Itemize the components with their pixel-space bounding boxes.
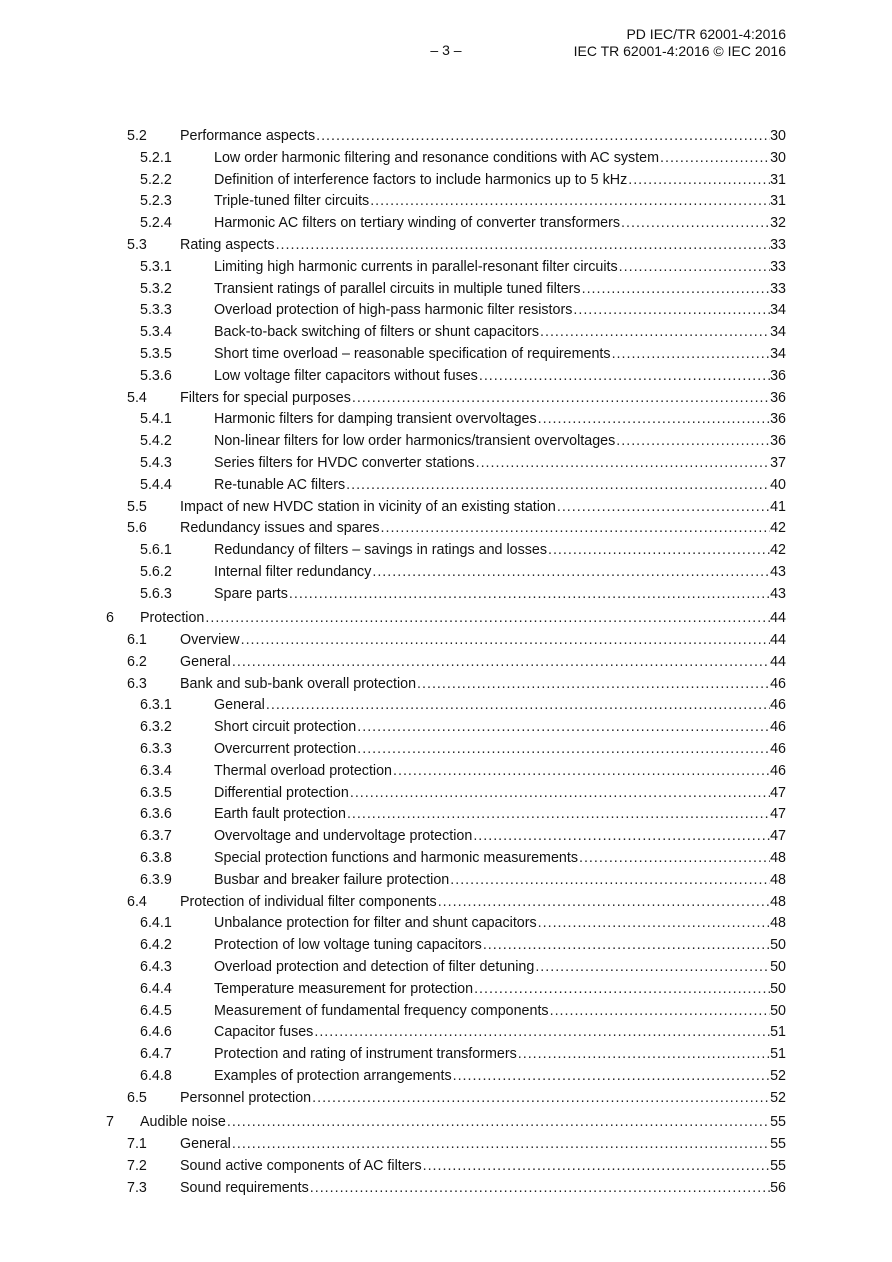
toc-entry-title: Harmonic filters for damping transient overvoltages [214, 411, 537, 428]
toc-entry-page: 34 [770, 302, 786, 319]
toc-entry-title: Protection [140, 609, 205, 626]
toc-entry[interactable] [0, 652, 892, 674]
toc-entry-title: Series filters for HVDC converter stations [214, 454, 475, 471]
toc-entry-line [180, 235, 786, 257]
dot-leader [540, 322, 770, 344]
toc-entry-number: 6 [106, 609, 114, 626]
toc-entry-title: Redundancy of filters – savings in ratings and losses [214, 542, 547, 559]
toc-entry-line [214, 257, 786, 279]
toc-entry-line [214, 431, 786, 453]
toc-entry[interactable] [0, 1044, 892, 1066]
toc-entry-number: 5.3.5 [140, 345, 172, 362]
toc-entry-title: General [180, 1136, 231, 1153]
toc-entry-title: Special protection functions and harmonic measurements [214, 850, 578, 866]
dot-leader [518, 1044, 770, 1066]
toc-entry-page: 47 [770, 784, 786, 801]
toc-entry-page: 34 [770, 324, 786, 341]
toc-entry[interactable] [0, 409, 892, 431]
dot-leader [350, 783, 770, 805]
toc-entry-page: 52 [770, 1067, 786, 1084]
dot-leader [276, 235, 771, 257]
toc-entry-title: Low order harmonic filtering and resonance conditions with AC system [214, 149, 660, 166]
toc-entry-page: 44 [770, 632, 786, 649]
toc-entry-title: Non-linear filters for low order harmonics/transient overvoltages [214, 433, 616, 450]
toc-entry-number: 6.3.4 [140, 762, 172, 779]
toc-entry-page: 44 [770, 609, 786, 626]
dot-leader [621, 213, 770, 235]
toc-entry-title: Audible noise [140, 1113, 226, 1130]
toc-entry-line [214, 870, 786, 892]
toc-entry-page: 51 [770, 1024, 786, 1041]
toc-entry-title: Transient ratings of parallel circuits in multiple tuned filters [214, 280, 581, 297]
toc-entry-number: 5.5 [127, 498, 147, 515]
toc-entry-number: 7.1 [127, 1136, 147, 1153]
dot-leader [370, 191, 770, 213]
toc-entry-page: 46 [770, 741, 786, 758]
dot-leader [289, 584, 770, 606]
toc-entry-page: 44 [770, 653, 786, 670]
dot-leader [573, 300, 770, 322]
toc-entry[interactable] [0, 562, 892, 584]
table-of-contents [0, 126, 892, 1199]
toc-entry-number: 5.4.2 [140, 433, 172, 450]
dot-leader [616, 431, 770, 453]
toc-entry-number: 6.4.2 [140, 937, 172, 954]
toc-entry-number: 6.4.8 [140, 1067, 172, 1084]
toc-entry-line [214, 695, 786, 717]
toc-entry[interactable] [0, 170, 892, 192]
toc-entry-page: 34 [770, 345, 786, 362]
toc-entry-page: 55 [770, 1157, 786, 1174]
toc-entry-number: 5.3 [127, 236, 147, 253]
toc-entry-number: 5.3.6 [140, 367, 172, 384]
page-number: – 3 – [430, 42, 462, 58]
toc-entry-page: 50 [770, 958, 786, 975]
toc-entry-page: 48 [770, 915, 786, 932]
toc-entry-title: Re-tunable AC filters [214, 476, 346, 493]
toc-entry-title: Overcurrent protection [214, 741, 357, 758]
toc-entry[interactable] [0, 717, 892, 739]
toc-entry-line [214, 300, 786, 322]
toc-entry-number: 5.6.3 [140, 585, 172, 602]
dot-leader [423, 1156, 771, 1178]
toc-entry-number: 6.4 [127, 893, 147, 910]
toc-entry-page: 30 [770, 149, 786, 166]
toc-entry-number: 6.4.4 [140, 980, 172, 997]
toc-entry-title: Overvoltage and undervoltage protection [214, 828, 473, 845]
toc-entry-number: 5.2 [127, 128, 147, 144]
toc-entry-number: 5.4.4 [140, 476, 172, 493]
toc-entry-title: Protection of low voltage tuning capacitors [214, 937, 482, 954]
dot-leader [473, 826, 770, 848]
toc-entry-line [180, 630, 786, 652]
dot-leader [346, 475, 770, 497]
toc-entry-page: 47 [770, 828, 786, 845]
dot-leader [352, 388, 770, 410]
dot-leader [479, 366, 770, 388]
toc-entry-number: 5.2.1 [140, 149, 172, 166]
toc-entry[interactable] [0, 630, 892, 652]
toc-entry-number: 7.3 [127, 1179, 147, 1196]
toc-entry-page: 47 [770, 806, 786, 823]
toc-entry[interactable] [0, 935, 892, 957]
toc-entry-page: 36 [770, 411, 786, 428]
toc-entry-title: Impact of new HVDC station in vicinity of an existing station [180, 498, 556, 515]
toc-entry-title: Redundancy issues and spares [180, 520, 380, 537]
toc-entry[interactable] [0, 979, 892, 1001]
toc-entry-page: 33 [770, 258, 786, 275]
toc-entry-page: 55 [770, 1113, 786, 1130]
toc-entry-line [214, 409, 786, 431]
toc-entry-number: 6.3.5 [140, 784, 172, 801]
toc-entry-title: Performance aspects [180, 128, 316, 144]
toc-entry[interactable] [0, 148, 892, 170]
toc-entry-page: 48 [770, 871, 786, 888]
toc-entry-page: 46 [770, 675, 786, 692]
toc-entry[interactable] [0, 913, 892, 935]
dot-leader [557, 497, 770, 519]
toc-entry-title: Filters for special purposes [180, 389, 351, 406]
dot-leader [417, 674, 770, 696]
toc-entry[interactable] [0, 279, 892, 301]
toc-entry-number: 7 [106, 1113, 114, 1130]
toc-entry[interactable] [0, 1156, 892, 1178]
toc-entry-title: General [180, 653, 231, 670]
dot-leader [310, 1178, 770, 1200]
toc-entry-line [214, 170, 786, 192]
toc-entry-line [180, 892, 786, 914]
toc-entry-number: 5.4.1 [140, 411, 172, 428]
dot-leader [316, 126, 770, 148]
toc-entry-title: Personnel protection [180, 1089, 312, 1106]
toc-entry-page: 50 [770, 937, 786, 954]
toc-entry-page: 40 [770, 476, 786, 493]
toc-entry[interactable] [0, 606, 892, 631]
dot-leader [535, 957, 770, 979]
toc-entry-title: Thermal overload protection [214, 762, 393, 779]
toc-entry[interactable] [0, 1134, 892, 1156]
toc-entry-number: 6.3.2 [140, 719, 172, 736]
dot-leader [582, 279, 771, 301]
toc-entry-page: 36 [770, 367, 786, 384]
toc-entry-page: 46 [770, 719, 786, 736]
dot-leader [232, 652, 770, 674]
toc-entry-number: 6.3.7 [140, 828, 172, 845]
toc-entry-page: 46 [770, 762, 786, 779]
toc-entry-page: 56 [770, 1179, 786, 1196]
toc-entry-number: 5.4.3 [140, 454, 172, 471]
toc-entry-line [214, 913, 786, 935]
toc-entry-line [214, 213, 786, 235]
toc-entry-line [180, 388, 786, 410]
toc-entry-number: 5.4 [127, 389, 147, 406]
toc-entry-line [140, 1110, 786, 1135]
toc-entry-number: 6.3.9 [140, 871, 172, 888]
dot-leader [619, 257, 770, 279]
toc-entry-title: Rating aspects [180, 236, 275, 253]
dot-leader [357, 739, 770, 761]
toc-entry-line [214, 453, 786, 475]
toc-entry-line [214, 279, 786, 301]
toc-entry-title: Definition of interference factors to include harmonics up to 5 kHz [214, 171, 628, 188]
toc-entry-page: 31 [770, 171, 786, 188]
dot-leader [232, 1134, 770, 1156]
dot-leader [538, 409, 770, 431]
dot-leader [381, 518, 771, 540]
dot-leader [205, 606, 770, 631]
dot-leader [347, 804, 770, 826]
toc-entry-number: 6.3 [127, 675, 147, 692]
toc-entry-title: Differential protection [214, 784, 349, 801]
toc-entry-page: 41 [770, 498, 786, 515]
dot-leader [628, 170, 770, 192]
toc-entry-line [214, 935, 786, 957]
toc-entry-line [214, 783, 786, 805]
toc-entry-page: 36 [770, 389, 786, 406]
toc-entry-number: 6.3.6 [140, 806, 172, 823]
dot-leader [372, 562, 770, 584]
toc-entry-number: 6.4.3 [140, 958, 172, 975]
toc-entry[interactable] [0, 804, 892, 826]
toc-entry-page: 52 [770, 1089, 786, 1106]
document-id: PD IEC/TR 62001-4:2016 [626, 26, 786, 42]
toc-entry[interactable] [0, 584, 892, 606]
dot-leader [476, 453, 770, 475]
toc-entry[interactable] [0, 1022, 892, 1044]
dot-leader [612, 344, 771, 366]
dot-leader [483, 935, 770, 957]
toc-entry-line [214, 366, 786, 388]
toc-entry-line [140, 606, 786, 631]
running-header [574, 26, 786, 60]
toc-entry-page: 33 [770, 236, 786, 253]
toc-entry-title: Triple-tuned filter circuits [214, 193, 370, 210]
dot-leader [266, 695, 770, 717]
toc-entry-number: 5.2.2 [140, 171, 172, 188]
toc-entry[interactable] [0, 870, 892, 892]
toc-entry-line [180, 497, 786, 519]
toc-entry-page: 31 [770, 193, 786, 210]
toc-entry-number: 5.3.4 [140, 324, 172, 341]
toc-entry-title: Measurement of fundamental frequency components [214, 1002, 549, 1019]
toc-entry-number: 5.6.2 [140, 563, 172, 580]
toc-entry-page: 42 [770, 520, 786, 537]
toc-entry[interactable] [0, 235, 892, 257]
dot-leader [660, 148, 770, 170]
toc-entry-page: 43 [770, 563, 786, 580]
toc-entry-title: Temperature measurement for protection [214, 980, 474, 997]
toc-entry[interactable] [0, 453, 892, 475]
toc-entry[interactable] [0, 540, 892, 562]
toc-entry[interactable] [0, 1178, 892, 1200]
toc-entry[interactable] [0, 739, 892, 761]
toc-entry-line [180, 126, 786, 148]
toc-entry[interactable] [0, 213, 892, 235]
dot-leader [393, 761, 770, 783]
toc-entry-number: 6.2 [127, 653, 147, 670]
toc-entry-number: 6.3.3 [140, 741, 172, 758]
toc-entry-line [180, 518, 786, 540]
toc-entry-line [214, 191, 786, 213]
dot-leader [550, 1001, 771, 1023]
toc-entry-page: 30 [770, 128, 786, 144]
toc-entry-number: 5.3.1 [140, 258, 172, 275]
toc-entry-line [214, 957, 786, 979]
toc-entry-title: Harmonic AC filters on tertiary winding of converter transformers [214, 215, 621, 232]
dot-leader [538, 913, 770, 935]
toc-entry-line [214, 717, 786, 739]
toc-entry-line [180, 1134, 786, 1156]
toc-entry-number: 5.6.1 [140, 542, 172, 559]
toc-entry-number: 6.4.6 [140, 1024, 172, 1041]
toc-entry[interactable] [0, 300, 892, 322]
toc-entry-number: 6.4.1 [140, 915, 172, 932]
toc-entry[interactable] [0, 322, 892, 344]
toc-entry-title: Earth fault protection [214, 806, 346, 823]
toc-entry-line [214, 475, 786, 497]
toc-entry-number: 5.2.3 [140, 193, 172, 210]
toc-entry-title: Back-to-back switching of filters or shunt capacitors [214, 324, 539, 341]
dot-leader [548, 540, 770, 562]
toc-entry-line [214, 344, 786, 366]
toc-entry-number: 6.1 [127, 632, 147, 649]
toc-entry-line [214, 979, 786, 1001]
toc-entry[interactable] [0, 892, 892, 914]
toc-entry-title: Low voltage filter capacitors without fuses [214, 367, 478, 384]
toc-entry-line [214, 584, 786, 606]
toc-entry-title: Overview [180, 632, 240, 649]
toc-entry[interactable] [0, 1066, 892, 1088]
toc-entry-title: Overload protection and detection of filter detuning [214, 958, 535, 975]
toc-entry-page: 42 [770, 542, 786, 559]
toc-entry[interactable] [0, 957, 892, 979]
toc-entry-number: 7.2 [127, 1157, 147, 1174]
toc-entry-line [180, 674, 786, 696]
toc-entry-number: 5.2.4 [140, 215, 172, 232]
toc-entry-number: 5.6 [127, 520, 147, 537]
toc-entry-page: 37 [770, 454, 786, 471]
dot-leader [579, 848, 770, 870]
toc-entry-title: Short circuit protection [214, 719, 357, 736]
toc-entry[interactable] [0, 848, 892, 870]
toc-entry-title: Short time overload – reasonable specification of requirements [214, 345, 611, 362]
toc-entry-title: Sound requirements [180, 1179, 309, 1196]
toc-entry-number: 6.3.1 [140, 697, 172, 714]
toc-entry[interactable] [0, 497, 892, 519]
dot-leader [312, 1088, 770, 1110]
toc-entry-page: 43 [770, 585, 786, 602]
toc-entry-page: 55 [770, 1136, 786, 1153]
copyright-line: IEC TR 62001-4:2016 © IEC 2016 [573, 43, 786, 59]
toc-entry-number: 6.4.5 [140, 1002, 172, 1019]
toc-entry-title: Protection of individual filter components [180, 893, 437, 910]
dot-leader [453, 1066, 770, 1088]
toc-entry-title: Capacitor fuses [214, 1024, 314, 1041]
toc-entry-number: 5.3.2 [140, 280, 172, 297]
toc-entry-line [214, 826, 786, 848]
toc-entry[interactable] [0, 674, 892, 696]
toc-entry-line [180, 1088, 786, 1110]
dot-leader [314, 1022, 770, 1044]
toc-entry[interactable] [0, 1088, 892, 1110]
dot-leader [438, 892, 770, 914]
dot-leader [474, 979, 770, 1001]
toc-entry-page: 51 [770, 1046, 786, 1063]
toc-entry[interactable] [0, 344, 892, 366]
toc-entry-title: Protection and rating of instrument transformers [214, 1046, 517, 1063]
toc-entry[interactable] [0, 388, 892, 410]
toc-entry-line [180, 1156, 786, 1178]
toc-entry-title: Spare parts [214, 585, 288, 602]
toc-entry-title: Sound active components of AC filters [180, 1157, 422, 1174]
toc-entry-line [214, 1022, 786, 1044]
toc-entry[interactable] [0, 475, 892, 497]
toc-entry[interactable] [0, 1001, 892, 1023]
toc-entry-line [214, 739, 786, 761]
dot-leader [227, 1110, 770, 1135]
toc-entry-line [214, 1066, 786, 1088]
toc-entry-line [180, 652, 786, 674]
toc-entry-page: 50 [770, 1002, 786, 1019]
dot-leader [241, 630, 771, 652]
toc-entry[interactable] [0, 1110, 892, 1135]
toc-entry-number: 6.5 [127, 1089, 147, 1106]
toc-entry-number: 5.3.3 [140, 302, 172, 319]
toc-entry-number: 6.3.8 [140, 850, 172, 866]
toc-entry-page: 50 [770, 980, 786, 997]
toc-entry[interactable] [0, 257, 892, 279]
toc-entry[interactable] [0, 431, 892, 453]
dot-leader [450, 870, 770, 892]
toc-entry-line [214, 562, 786, 584]
toc-entry-line [180, 1178, 786, 1200]
toc-entry-page: 33 [770, 280, 786, 297]
toc-entry-page: 48 [770, 893, 786, 910]
toc-entry-page: 36 [770, 433, 786, 450]
toc-entry-title: Busbar and breaker failure protection [214, 871, 450, 888]
toc-entry[interactable] [0, 126, 892, 148]
toc-entry-title: Limiting high harmonic currents in parallel-resonant filter circuits [214, 258, 618, 275]
toc-entry[interactable] [0, 695, 892, 717]
toc-entry-page: 46 [770, 697, 786, 714]
toc-entry-line [214, 804, 786, 826]
toc-entry-page: 48 [770, 850, 786, 866]
toc-entry-title: Bank and sub-bank overall protection [180, 675, 417, 692]
toc-entry-line [214, 540, 786, 562]
toc-entry[interactable] [0, 761, 892, 783]
toc-entry[interactable] [0, 191, 892, 213]
dot-leader [357, 717, 770, 739]
toc-entry-title: Examples of protection arrangements [214, 1067, 452, 1084]
toc-entry[interactable] [0, 518, 892, 540]
toc-entry-title: Unbalance protection for filter and shunt capacitors [214, 915, 537, 932]
toc-entry-page: 32 [770, 215, 786, 232]
toc-entry-line [214, 848, 786, 870]
toc-entry-line [214, 761, 786, 783]
toc-entry[interactable] [0, 366, 892, 388]
toc-entry-title: Internal filter redundancy [214, 563, 372, 580]
toc-entry-line [214, 1001, 786, 1023]
toc-entry-line [214, 322, 786, 344]
toc-entry-line [214, 1044, 786, 1066]
toc-entry-title: General [214, 697, 265, 714]
toc-entry-number: 6.4.7 [140, 1046, 172, 1063]
toc-entry-line [214, 148, 786, 170]
toc-entry[interactable] [0, 826, 892, 848]
toc-entry-title: Overload protection of high-pass harmonic filter resistors [214, 302, 573, 319]
toc-entry[interactable] [0, 783, 892, 805]
